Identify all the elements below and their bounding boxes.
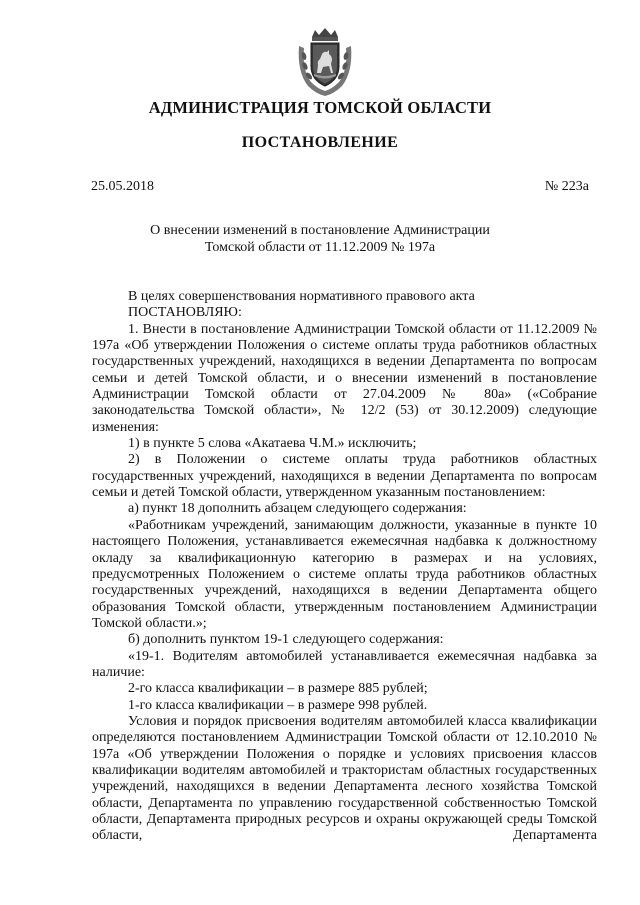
coat-of-arms-emblem: [296, 28, 354, 98]
resolution-keyword: ПОСТАНОВЛЯЮ:: [128, 305, 242, 321]
body-paragraph: 2) в Положении о системе оплаты труда работников областных государственных учреждений, находящихся в ведении Департамента по вопросам семьи и детей Томской области, утвержденном указанным постановлением:: [92, 452, 597, 501]
document-subject: [0, 222, 640, 256]
document-body: [92, 289, 597, 845]
body-paragraph: 1-го класса квалификации – в размере 998 рублей.: [128, 697, 428, 713]
body-paragraph: 1) в пункте 5 слова «Акатаева Ч.М.» исключить;: [128, 436, 417, 452]
subject-line: О внесении изменений в постановление Администрации: [150, 223, 490, 238]
body-paragraph: 1. Внести в постановление Администрации Томской области от 11.12.2009 № 197а «Об утверждении Положения о системе оплаты труда работников областных государственных учреждений, находящихся в ведении Департамента по вопросам семьи и детей Томской области, и о внесении изменений в постановление Администрации Томской области от 27.04.2009 № 80а» («Собрание законодательства Томской области», № 12/2 (53) от 30.12.2009) следующие изменения:: [92, 321, 597, 435]
body-paragraph: «19-1. Водителям автомобилей устанавливается ежемесячная надбавка за наличие:: [92, 648, 597, 680]
document-meta-row: [91, 179, 589, 195]
body-paragraph: Условия и порядок присвоения водителям автомобилей класса квалификации определяются постановлением Администрации Томской области от 12.10.2010 № 197а «Об утверждении Положения о порядке и условиях присвоения классов квалификации водителям автомобилей и трактористам областных государственных учреждений, находящихся в ведении Департамента лесного хозяйства Томской области, Департамента по управлению государственной собственностью Томской области, Департамента природных ресурсов и охраны окружающей среды Томской области, Департамента: [92, 713, 597, 844]
document-type-title: ПОСТАНОВЛЕНИЕ: [241, 134, 399, 151]
body-paragraph: 2-го класса квалификации – в размере 885 рублей;: [128, 681, 428, 697]
body-paragraph: б) дополнить пунктом 19-1 следующего содержания:: [128, 632, 444, 648]
subject-line: Томской области от 11.12.2009 № 197а: [204, 240, 436, 255]
document-date: 25.05.2018: [91, 179, 154, 194]
preamble-paragraph: В целях совершенствования нормативного правового акта: [128, 289, 475, 304]
body-paragraph: «Работникам учреждений, занимающим должности, указанные в пункте 10 настоящего Положения, устанавливается ежемесячная надбавка к должностному окладу за квалификационную категорию в размерах и на условиях, предусмотренных Положением о системе оплаты труда работников областных государственных учреждений, находящихся в ведении Департамента общего образования Томской области, утвержденным постановлением Администрации Томской области.»;: [92, 517, 597, 631]
document-number: № 223а: [544, 179, 589, 194]
organization-title: АДМИНИСТРАЦИЯ ТОМСКОЙ ОБЛАСТИ: [148, 98, 492, 117]
body-paragraph: а) пункт 18 дополнить абзацем следующего содержания:: [128, 501, 467, 517]
